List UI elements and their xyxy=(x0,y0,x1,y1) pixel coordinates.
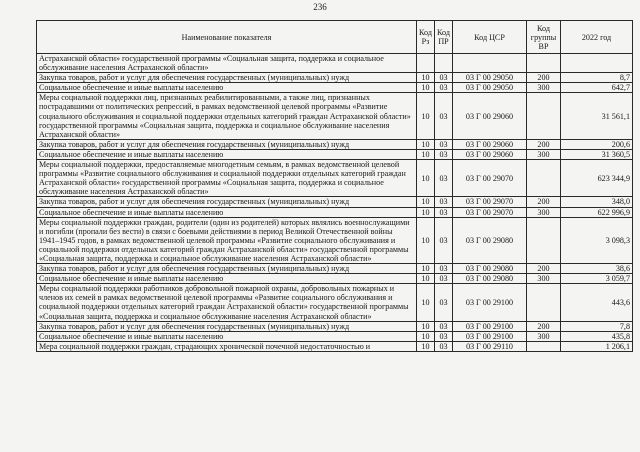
row-rz: 10 xyxy=(417,264,435,274)
row-pr: 03 xyxy=(435,341,453,351)
row-vr: 300 xyxy=(527,331,561,341)
row-csr: 03 Г 00 29050 xyxy=(453,73,527,83)
budget-table xyxy=(36,20,633,352)
row-sum: 7,8 xyxy=(561,321,633,331)
row-name: Закупка товаров, работ и услуг для обеспечения государственных (муниципальных) нужд xyxy=(37,73,417,83)
row-name: Закупка товаров, работ и услуг для обеспечения государственных (муниципальных) нужд xyxy=(37,197,417,207)
row-rz: 10 xyxy=(417,284,435,321)
row-csr: 03 Г 00 29100 xyxy=(453,284,527,321)
row-pr: 03 xyxy=(435,149,453,159)
row-rz xyxy=(417,54,435,73)
row-name: Закупка товаров, работ и услуг для обеспечения государственных (муниципальных) нужд xyxy=(37,321,417,331)
table-row xyxy=(37,217,633,263)
row-pr: 03 xyxy=(435,321,453,331)
table-row xyxy=(37,197,633,207)
row-vr xyxy=(527,217,561,263)
row-pr: 03 xyxy=(435,274,453,284)
row-csr: 03 Г 00 29060 xyxy=(453,149,527,159)
header-vr: Код группы ВР xyxy=(527,21,561,54)
row-rz: 10 xyxy=(417,331,435,341)
row-rz: 10 xyxy=(417,160,435,197)
row-name: Астраханской области» государственной программы «Социальная защита, поддержка и социальное обслуживание населения Астраханской области» xyxy=(37,54,417,73)
row-name: Социальное обеспечение и иные выплаты населению xyxy=(37,274,417,284)
row-sum: 443,6 xyxy=(561,284,633,321)
row-sum: 642,7 xyxy=(561,83,633,93)
row-name: Социальное обеспечение и иные выплаты населению xyxy=(37,331,417,341)
row-pr: 03 xyxy=(435,197,453,207)
header-rz: Код Рз xyxy=(417,21,435,54)
row-csr: 03 Г 00 29060 xyxy=(453,93,527,139)
table-row xyxy=(37,93,633,139)
row-vr xyxy=(527,160,561,197)
table-row xyxy=(37,139,633,149)
row-name: Закупка товаров, работ и услуг для обеспечения государственных (муниципальных) нужд xyxy=(37,264,417,274)
row-rz: 10 xyxy=(417,73,435,83)
row-vr: 300 xyxy=(527,149,561,159)
row-name: Меры социальной поддержки работников добровольной пожарной охраны, добровольных пожарных и членов их семей в рамках ведомственной целевой программы «Развитие социального обслуживания и социальной поддержки отдельных категорий граждан Астраханской области» государственной программы «Социальная защита, поддержка и социальное обслуживание населения Астраханской области» xyxy=(37,284,417,321)
row-pr: 03 xyxy=(435,160,453,197)
row-name: Мера социальной поддержки граждан, страдающих хронической почечной недостаточностью и xyxy=(37,341,417,351)
row-vr: 300 xyxy=(527,274,561,284)
row-sum: 348,0 xyxy=(561,197,633,207)
row-csr: 03 Г 00 29080 xyxy=(453,217,527,263)
row-pr: 03 xyxy=(435,207,453,217)
row-csr: 03 Г 00 29110 xyxy=(453,341,527,351)
table-row xyxy=(37,331,633,341)
page-number: 236 xyxy=(313,2,327,12)
row-pr: 03 xyxy=(435,331,453,341)
table-row xyxy=(37,341,633,351)
row-vr xyxy=(527,341,561,351)
row-vr: 300 xyxy=(527,207,561,217)
row-rz: 10 xyxy=(417,139,435,149)
row-csr xyxy=(453,54,527,73)
row-sum xyxy=(561,54,633,73)
row-sum: 31 561,1 xyxy=(561,93,633,139)
row-rz: 10 xyxy=(417,83,435,93)
row-rz: 10 xyxy=(417,274,435,284)
row-csr: 03 Г 00 29070 xyxy=(453,207,527,217)
row-name: Социальное обеспечение и иные выплаты населению xyxy=(37,83,417,93)
row-name: Меры социальной поддержки лиц, признанных реабилитированными, а также лиц, признанных пострадавшими от политических репрессий, в рамках ведомственной целевой программы «Развитие социального обслуживания и социальной поддержки отдельных категорий граждан Астраханской области» государственной программы «Социальная защита, поддержка и социальное обслуживание населения Астраханской области» xyxy=(37,93,417,139)
row-rz: 10 xyxy=(417,321,435,331)
row-pr: 03 xyxy=(435,284,453,321)
row-csr: 03 Г 00 29060 xyxy=(453,139,527,149)
row-sum: 1 206,1 xyxy=(561,341,633,351)
row-pr: 03 xyxy=(435,93,453,139)
row-vr: 200 xyxy=(527,197,561,207)
row-pr: 03 xyxy=(435,139,453,149)
row-sum: 435,8 xyxy=(561,331,633,341)
row-rz: 10 xyxy=(417,93,435,139)
row-pr xyxy=(435,54,453,73)
header-name: Наименование показателя xyxy=(37,21,417,54)
row-pr: 03 xyxy=(435,264,453,274)
row-rz: 10 xyxy=(417,217,435,263)
row-name: Меры социальной поддержки граждан, родители (один из родителей) которых являлись военнослужащими и погибли (пропали без вести) в связи с боевыми действиями в период Великой Отечественной войны 1941–1945 годов, в рамках ведомственной целевой программы «Развитие социального обслуживания и социальной поддержки отдельных категорий граждан Астраханской области» государственной программы «Социальная защита, поддержка и социальное обслуживание населения Астраханской области» xyxy=(37,217,417,263)
row-rz: 10 xyxy=(417,149,435,159)
table-row xyxy=(37,274,633,284)
table-row xyxy=(37,284,633,321)
row-vr: 200 xyxy=(527,321,561,331)
row-name: Меры социальной поддержки, предоставляемые многодетным семьям, в рамках ведомственной целевой программы «Развитие социального обслуживания и социальной поддержки отдельных категорий граждан Астраханской области» государственной программы «Социальная защита, поддержка и социальное обслуживание населения Астраханской области» xyxy=(37,160,417,197)
row-vr xyxy=(527,284,561,321)
row-name: Закупка товаров, работ и услуг для обеспечения государственных (муниципальных) нужд xyxy=(37,139,417,149)
row-vr: 200 xyxy=(527,264,561,274)
table-row xyxy=(37,73,633,83)
row-vr: 300 xyxy=(527,83,561,93)
row-pr: 03 xyxy=(435,217,453,263)
row-sum: 623 344,9 xyxy=(561,160,633,197)
row-csr: 03 Г 00 29080 xyxy=(453,274,527,284)
row-vr xyxy=(527,54,561,73)
table-row xyxy=(37,54,633,73)
header-pr: Код ПР xyxy=(435,21,453,54)
table-row xyxy=(37,207,633,217)
row-sum: 8,7 xyxy=(561,73,633,83)
row-csr: 03 Г 00 29070 xyxy=(453,197,527,207)
header-year: 2022 год xyxy=(561,21,633,54)
table-row xyxy=(37,321,633,331)
row-rz: 10 xyxy=(417,197,435,207)
row-sum: 3 059,7 xyxy=(561,274,633,284)
row-sum: 200,6 xyxy=(561,139,633,149)
row-rz: 10 xyxy=(417,207,435,217)
table-row xyxy=(37,149,633,159)
header-csr: Код ЦСР xyxy=(453,21,527,54)
row-vr: 200 xyxy=(527,139,561,149)
row-name: Социальное обеспечение и иные выплаты населению xyxy=(37,207,417,217)
row-pr: 03 xyxy=(435,73,453,83)
row-csr: 03 Г 00 29100 xyxy=(453,331,527,341)
row-csr: 03 Г 00 29100 xyxy=(453,321,527,331)
table-header-row xyxy=(37,21,633,54)
row-vr: 200 xyxy=(527,73,561,83)
row-sum: 622 996,9 xyxy=(561,207,633,217)
row-name: Социальное обеспечение и иные выплаты населению xyxy=(37,149,417,159)
row-vr xyxy=(527,93,561,139)
row-csr: 03 Г 00 29050 xyxy=(453,83,527,93)
row-csr: 03 Г 00 29070 xyxy=(453,160,527,197)
row-csr: 03 Г 00 29080 xyxy=(453,264,527,274)
row-rz: 10 xyxy=(417,341,435,351)
row-sum: 3 098,3 xyxy=(561,217,633,263)
row-sum: 31 360,5 xyxy=(561,149,633,159)
row-pr: 03 xyxy=(435,83,453,93)
table-row xyxy=(37,83,633,93)
table-row xyxy=(37,264,633,274)
table-row xyxy=(37,160,633,197)
row-sum: 38,6 xyxy=(561,264,633,274)
